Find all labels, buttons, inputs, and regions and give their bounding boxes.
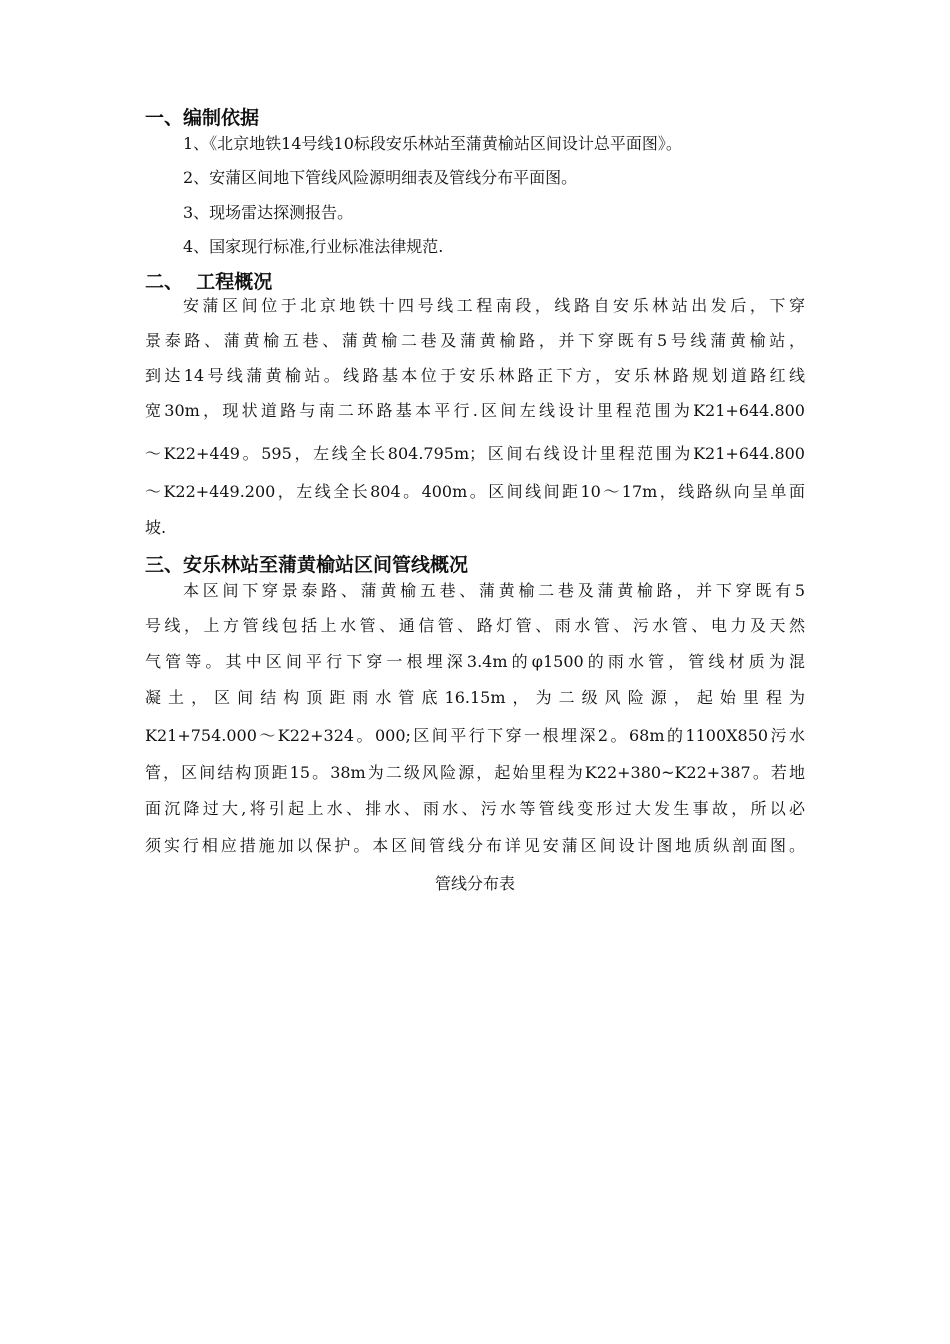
pipelines-paragraph-line: 号线，上方管线包括上水管、通信管、路灯管、雨水管、污水管、电力及天然 bbox=[145, 616, 805, 635]
pipelines-paragraph-line: 面沉降过大,将引起上水、排水、雨水、污水等管线变形过大发生事故，所以必 bbox=[145, 799, 805, 818]
overview-paragraph-line: 景泰路、蒲黄榆五巷、蒲黄榆二巷及蒲黄榆路，并下穿既有5号线蒲黄榆站， bbox=[145, 331, 805, 350]
pipelines-paragraph-line: 本区间下穿景泰路、蒲黄榆五巷、蒲黄榆二巷及蒲黄榆路，并下穿既有5 bbox=[183, 581, 805, 600]
basis-item: 3、现场雷达探测报告。 bbox=[183, 203, 354, 222]
pipelines-paragraph-line: 气管等。其中区间平行下穿一根埋深3.4m的φ1500的雨水管，管线材质为混 bbox=[145, 652, 805, 671]
overview-paragraph-line: 宽30m，现状道路与南二环路基本平行.区间左线设计里程范围为K21+644.800 bbox=[145, 401, 805, 420]
pipelines-paragraph-line: K21+754.000～K22+324。000;区间平行下穿一根埋深2。68m的1100X850污水 bbox=[145, 726, 805, 745]
basis-item: 2、安蒲区间地下管线风险源明细表及管线分布平面图。 bbox=[183, 168, 578, 187]
overview-paragraph-line: 坡. bbox=[145, 518, 167, 537]
overview-paragraph-line: ～K22+449。595，左线全长804.795m；区间右线设计里程范围为K21+644.800 bbox=[145, 444, 805, 463]
overview-paragraph-line: ～K22+449.200，左线全长804。400m。区间线间距10～17m，线路纵向呈单面 bbox=[145, 482, 805, 501]
section-heading-pipelines: 三、安乐林站至蒲黄榆站区间管线概况 bbox=[145, 554, 469, 576]
table-caption: 管线分布表 bbox=[434, 874, 515, 893]
section-heading-overview: 二、 工程概况 bbox=[145, 271, 273, 293]
pipelines-paragraph-line: 须实行相应措施加以保护。本区间管线分布详见安蒲区间设计图地质纵剖面图。 bbox=[145, 836, 805, 855]
pipelines-paragraph-line: 管，区间结构顶距15。38m为二级风险源，起始里程为K22+380~K22+387。若地 bbox=[145, 763, 805, 782]
pipelines-paragraph-line: 凝土，区间结构顶距雨水管底16.15m，为二级风险源，起始里程为 bbox=[145, 688, 805, 707]
overview-paragraph-line: 到达14号线蒲黄榆站。线路基本位于安乐林路正下方，安乐林路规划道路红线 bbox=[145, 366, 805, 385]
basis-item: 4、国家现行标准,行业标准法律规范. bbox=[183, 237, 444, 256]
section-heading-basis: 一、编制依据 bbox=[145, 107, 260, 129]
overview-paragraph-line: 安蒲区间位于北京地铁十四号线工程南段，线路自安乐林站出发后，下穿 bbox=[183, 296, 805, 315]
basis-item: 1、《北京地铁14号线10标段安乐林站至蒲黄榆站区间设计总平面图》。 bbox=[183, 134, 682, 153]
